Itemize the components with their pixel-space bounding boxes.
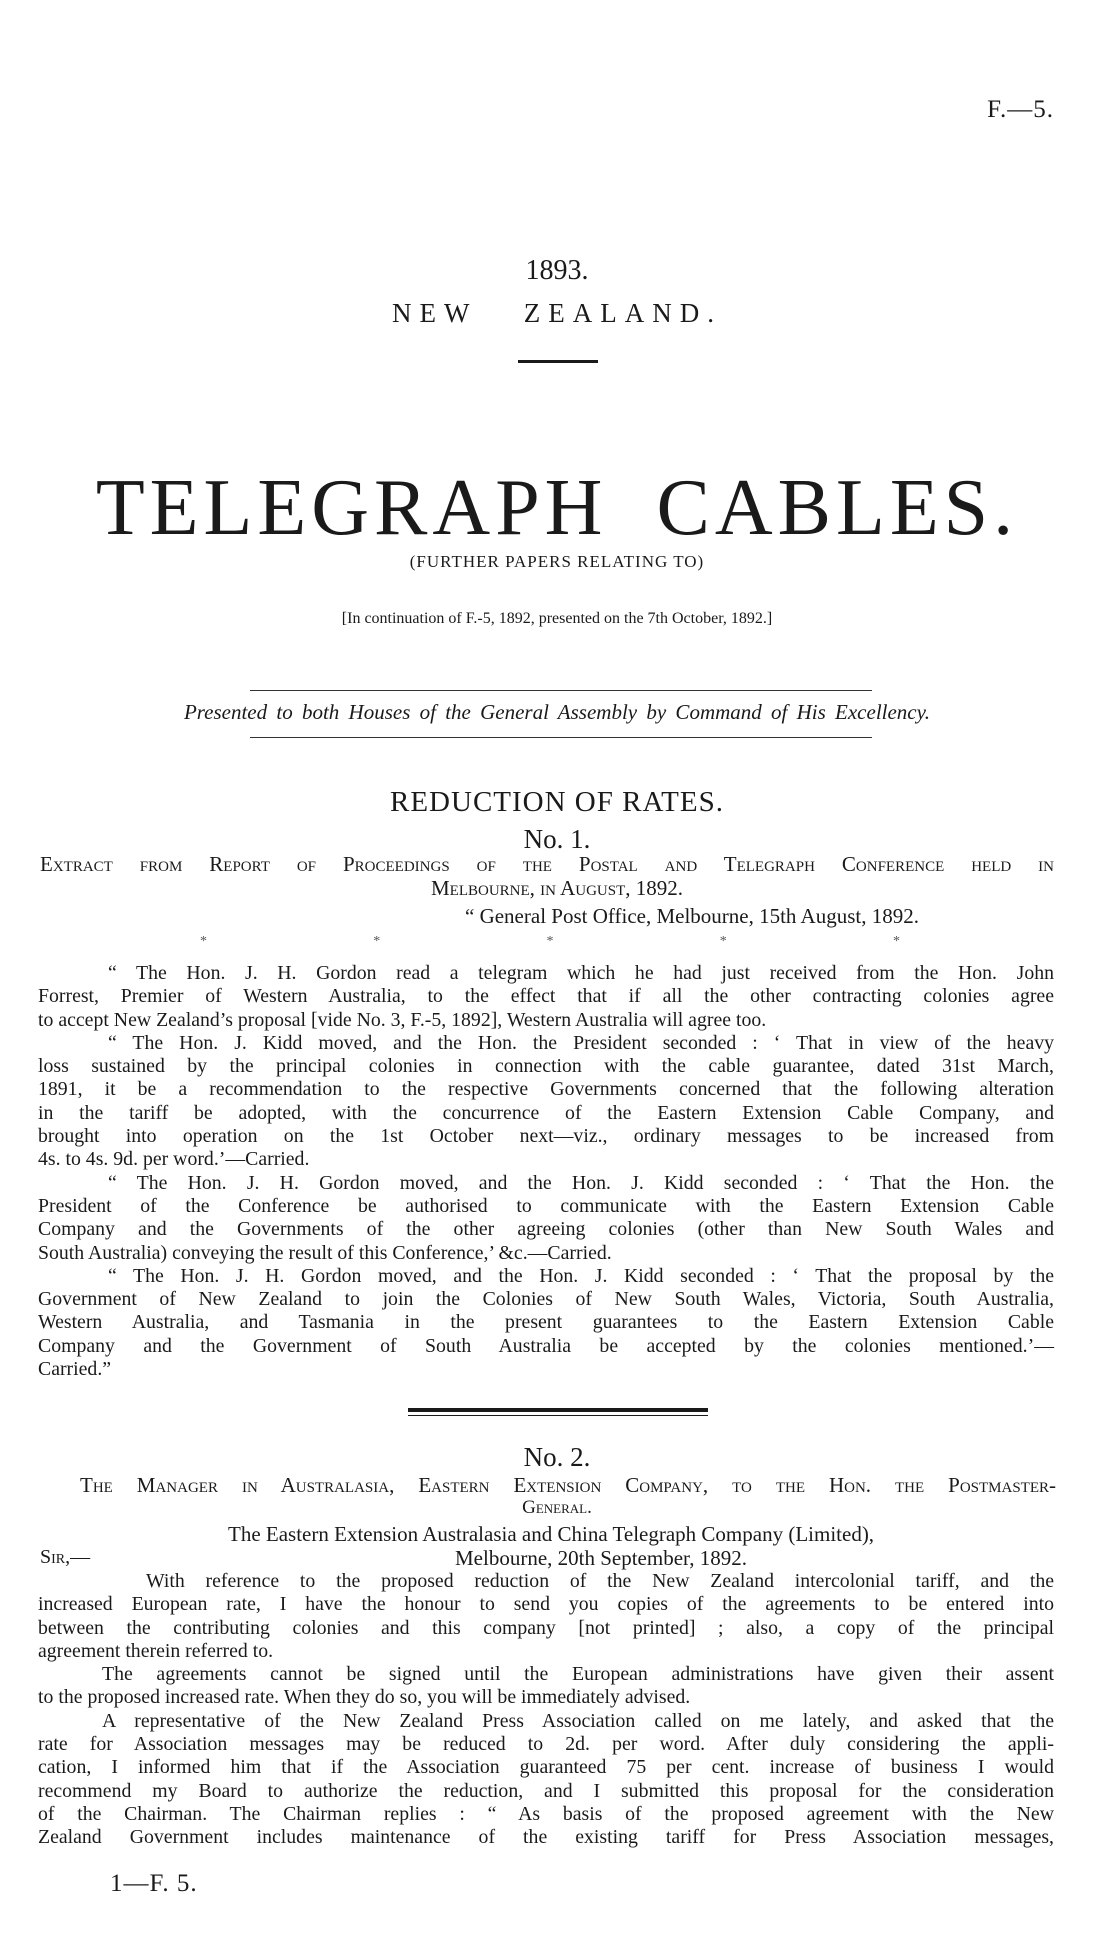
- text-line: With reference to the proposed reduction of the New Zealand intercolonial tariff, and the: [146, 1570, 1054, 1592]
- text-line: President of the Conference be authorised to communicate with the Eastern Extension Cable: [38, 1194, 1054, 1217]
- star-mark: *: [546, 934, 554, 949]
- company-name: The Eastern Extension Australasia and China Telegraph Company (Limited),: [228, 1522, 875, 1546]
- continuation-note: [In continuation of F.-5, 1892, presented on the 7th October, 1892.]: [341, 610, 773, 627]
- text-line: to the proposed increased rate. When they do so, you will be immediately advised.: [38, 1686, 691, 1709]
- text-line: Government of New Zealand to join the Colonies of New South Wales, Victoria, South Australia,: [38, 1288, 1054, 1311]
- text-line: loss sustained by the principal colonies in connection with the cable guarantee, dated 31st March,: [38, 1055, 1054, 1078]
- text-line: “ The Hon. J. Kidd moved, and the Hon. the President seconded : ‘ That in view of the heavy: [108, 1031, 1054, 1054]
- country-heading: NEW ZEALAND.: [392, 298, 722, 328]
- page-title: TELEGRAPH CABLES.: [95, 464, 1019, 552]
- text-line: Company and the Governments of the other agreeing colonies (other than New South Wales and: [38, 1218, 1054, 1241]
- document-year: 1893.: [525, 255, 589, 286]
- text-line: Carried.”: [38, 1358, 112, 1381]
- text-line: 1891, it be a recommendation to the respective Governments concerned that the following alteration: [38, 1078, 1054, 1101]
- page-footer: 1—F. 5.: [110, 1870, 198, 1897]
- text-line: “ The Hon. J. H. Gordon moved, and the Hon. J. Kidd seconded : ‘ That the Hon. the: [108, 1171, 1054, 1194]
- text-line: to accept New Zealand’s proposal [vide No. 3, F.-5, 1892], Western Australia will agree too.: [38, 1008, 767, 1031]
- star-mark: *: [373, 934, 381, 949]
- text-line: Company and the Government of South Australia be accepted by the colonies mentioned.’—: [38, 1334, 1054, 1357]
- doc2-heading-cont: General.: [522, 1497, 592, 1518]
- presented-line: Presented to both Houses of the General Assembly by Command of His Excellency.: [183, 700, 931, 724]
- doc1-body: [38, 962, 1054, 1381]
- text-line: “ The Hon. J. H. Gordon moved, and the Hon. J. Kidd seconded : ‘ That the proposal by the: [108, 1264, 1054, 1287]
- text-line: Forrest, Premier of Western Australia, to the effect that if all the other contracting colonies agree: [38, 985, 1054, 1008]
- divider-top: [250, 690, 872, 691]
- page-reference: F.—5.: [987, 96, 1054, 123]
- section-divider-thin: [408, 1415, 708, 1416]
- text-line: between the contributing colonies and this company [not printed] ; also, a copy of the principal: [38, 1616, 1054, 1639]
- text-line: agreement therein referred to.: [38, 1639, 274, 1662]
- subtitle: (FURTHER PAPERS RELATING TO): [409, 552, 705, 571]
- short-divider: [518, 360, 598, 363]
- section-divider: [408, 1408, 708, 1412]
- text-line: “ The Hon. J. H. Gordon read a telegram which he had just received from the Hon. John: [108, 962, 1054, 984]
- letter-date: Melbourne, 20th September, 1892.: [455, 1546, 747, 1570]
- star-mark: *: [719, 934, 727, 949]
- divider-bottom: [250, 737, 872, 738]
- section-title: REDUCTION OF RATES.: [390, 786, 724, 818]
- text-line: increased European rate, I have the honour to send you copies of the agreements to be entered into: [38, 1593, 1054, 1616]
- doc1-extract-heading-cont: Melbourne, in August, 1892.: [430, 876, 683, 900]
- doc2-heading: The Manager in Australasia, Eastern Extension Company, to the Hon. the Postmaster-: [80, 1473, 1056, 1497]
- text-line: Western Australia, and Tasmania in the present guarantees to the Eastern Extension Cable: [38, 1311, 1054, 1334]
- ellipsis-stars: [200, 934, 900, 950]
- doc2-body: [38, 1570, 1054, 1850]
- text-line: Zealand Government includes maintenance of the existing tariff for Press Association messages,: [38, 1826, 1054, 1849]
- text-line: brought into operation on the 1st October next—viz., ordinary messages to be increased from: [38, 1125, 1054, 1148]
- text-line: South Australia) conveying the result of this Conference,’ &c.—Carried.: [38, 1241, 612, 1264]
- text-line: 4s. to 4s. 9d. per word.’—Carried.: [38, 1148, 310, 1171]
- doc2-number: No. 2.: [523, 1442, 591, 1472]
- salutation: Sir,—: [40, 1546, 91, 1568]
- text-line: of the Chairman. The Chairman replies : “ As basis of the proposed agreement with the New: [38, 1802, 1054, 1825]
- star-mark: *: [893, 934, 900, 949]
- text-line: recommend my Board to authorize the reduction, and I submitted this proposal for the consideration: [38, 1779, 1054, 1802]
- text-line: cation, I informed him that if the Association guaranteed 75 per cent. increase of business I would: [38, 1756, 1054, 1779]
- text-line: rate for Association messages may be reduced to 2d. per word. After duly considering the appli-: [38, 1733, 1054, 1756]
- text-line: in the tariff be adopted, with the concurrence of the Eastern Extension Cable Company, and: [38, 1101, 1054, 1124]
- doc1-dateline: “ General Post Office, Melbourne, 15th August, 1892.: [465, 904, 919, 928]
- star-mark: *: [200, 934, 207, 949]
- doc1-number: No. 1.: [523, 824, 591, 854]
- doc1-extract-heading: Extract from Report of Proceedings of the Postal and Telegraph Conference held in: [40, 852, 1054, 876]
- text-line: A representative of the New Zealand Press Association called on me lately, and asked that the: [102, 1709, 1054, 1732]
- text-line: The agreements cannot be signed until the European administrations have given their assent: [102, 1663, 1054, 1686]
